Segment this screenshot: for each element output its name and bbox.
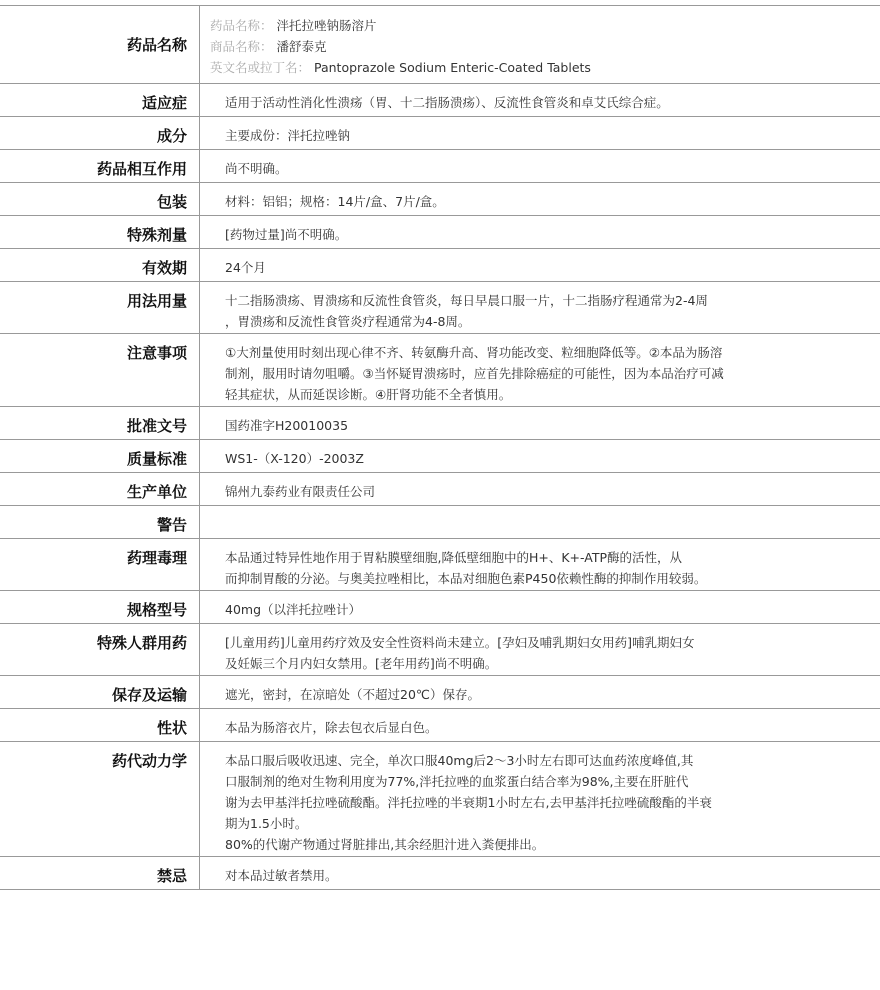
row-value-line: 国药准字H20010035 (225, 418, 349, 433)
row-value-line: 对本品过敏者禁用。 (225, 868, 338, 883)
generic-name-value: 泮托拉唑钠肠溶片 (276, 18, 377, 33)
row-value-line: 尚不明确。 (225, 161, 288, 176)
row-value-line: 而抑制胃酸的分泌。与奥美拉唑相比，本品对细胞色素P450依赖性酶的抑制作用较弱。 (225, 571, 707, 586)
row-value (200, 857, 880, 889)
info-row (0, 440, 880, 473)
row-value-line: 及妊娠三个月内妇女禁用。[老年用药]尚不明确。 (225, 656, 498, 671)
row-value (200, 473, 880, 505)
info-row (0, 742, 880, 857)
row-value (200, 249, 880, 281)
row-value-line: 遮光，密封，在凉暗处（不超过20℃）保存。 (225, 687, 480, 702)
drug-name-values (200, 6, 880, 83)
row-label: 性状 (0, 709, 200, 741)
row-value (200, 407, 880, 439)
row-label: 注意事项 (0, 334, 200, 406)
row-value (200, 440, 880, 472)
row-label: 规格型号 (0, 591, 200, 623)
row-value-line: 谢为去甲基泮托拉唑硫酸酯。泮托拉唑的半衰期1小时左右,去甲基泮托拉唑硫酸酯的半衰 (225, 795, 712, 810)
row-label: 适应症 (0, 84, 200, 116)
drug-name-row (0, 5, 880, 84)
row-label: 批准文号 (0, 407, 200, 439)
row-value-line: 口服制剂的绝对生物利用度为77%,泮托拉唑的血浆蛋白结合率为98%,主要在肝脏代 (225, 774, 689, 789)
generic-name-key: 药品名称： (210, 18, 273, 33)
row-label: 禁忌 (0, 857, 200, 889)
row-value (200, 334, 880, 406)
info-row (0, 117, 880, 150)
info-row (0, 282, 880, 334)
row-value (200, 183, 880, 215)
row-value (200, 742, 880, 856)
brand-name-line (210, 36, 870, 57)
row-value (200, 539, 880, 590)
generic-name-line (210, 15, 870, 36)
row-value-line: 材料：铝铝；规格：14片/盒、7片/盒。 (225, 194, 445, 209)
row-label: 生产单位 (0, 473, 200, 505)
brand-name-value: 潘舒泰克 (276, 39, 327, 54)
drug-name-label: 药品名称 (0, 6, 200, 83)
info-row (0, 857, 880, 890)
row-value-line: 本品为肠溶衣片，除去包衣后显白色。 (225, 720, 438, 735)
row-label: 保存及运输 (0, 676, 200, 708)
row-value-line: ，胃溃疡和反流性食管炎疗程通常为4-8周。 (225, 314, 471, 329)
row-value (200, 150, 880, 182)
info-row (0, 591, 880, 624)
info-row (0, 473, 880, 506)
row-label: 特殊人群用药 (0, 624, 200, 675)
brand-name-key: 商品名称： (210, 39, 273, 54)
row-value-line: 主要成份：泮托拉唑钠 (225, 128, 351, 143)
row-value-line: 本品口服后吸收迅速、完全，单次口服40mg后2～3小时左右即可达血药浓度峰值,其 (225, 753, 694, 768)
row-label: 警告 (0, 506, 200, 538)
row-value (200, 676, 880, 708)
row-value-line: ①大剂量使用时刻出现心律不齐、转氨酶升高、肾功能改变、粒细胞降低等。②本品为肠溶 (225, 345, 723, 360)
info-row (0, 676, 880, 709)
row-value-line: 80%的代谢产物通过肾脏排出,其余经胆汁进入粪便排出。 (225, 837, 545, 852)
row-value (200, 117, 880, 149)
row-value-line: 40mg（以泮托拉唑计） (225, 602, 362, 617)
row-value (200, 591, 880, 623)
info-row (0, 407, 880, 440)
row-label: 有效期 (0, 249, 200, 281)
info-row (0, 506, 880, 539)
info-row (0, 539, 880, 591)
row-value (200, 282, 880, 333)
info-row (0, 183, 880, 216)
row-label: 质量标准 (0, 440, 200, 472)
info-row (0, 216, 880, 249)
info-row (0, 249, 880, 282)
row-value-line: 本品通过特异性地作用于胃粘膜壁细胞,降低壁细胞中的H+、K+-ATP酶的活性，从 (225, 550, 683, 565)
english-name-key: 英文名或拉丁名： (210, 60, 311, 75)
row-value-line: 24个月 (225, 260, 266, 275)
info-row (0, 150, 880, 183)
drug-info-table (0, 5, 880, 890)
row-value-line: 适用于活动性消化性溃疡（胃、十二指肠溃疡）、反流性食管炎和卓艾氏综合症。 (225, 95, 669, 110)
row-value-line: [儿童用药]儿童用药疗效及安全性资料尚未建立。[孕妇及哺乳期妇女用药]哺乳期妇女 (225, 635, 695, 650)
row-label: 成分 (0, 117, 200, 149)
row-label: 药品相互作用 (0, 150, 200, 182)
row-value (200, 709, 880, 741)
english-name-line (210, 57, 870, 78)
info-row (0, 334, 880, 407)
row-value (200, 506, 880, 538)
row-label: 特殊剂量 (0, 216, 200, 248)
info-row (0, 624, 880, 676)
row-label: 药代动力学 (0, 742, 200, 856)
info-row (0, 709, 880, 742)
row-value-line: WS1-（X-120）-2003Z (225, 451, 364, 466)
row-label: 包装 (0, 183, 200, 215)
row-value-line: 制剂，服用时请勿咀嚼。③当怀疑胃溃疡时，应首先排除癌症的可能性，因为本品治疗可减 (225, 366, 724, 381)
row-value (200, 216, 880, 248)
row-label: 用法用量 (0, 282, 200, 333)
row-value-line: 期为1.5小时。 (225, 816, 308, 831)
row-value (200, 84, 880, 116)
row-value-line: [药物过量]尚不明确。 (225, 227, 348, 242)
row-value-line: 锦州九泰药业有限责任公司 (225, 484, 376, 499)
info-row (0, 84, 880, 117)
row-label: 药理毒理 (0, 539, 200, 590)
row-value (200, 624, 880, 675)
row-value-line: 十二指肠溃疡、胃溃疡和反流性食管炎，每日早晨口服一片，十二指肠疗程通常为2-4周 (225, 293, 708, 308)
row-value-line: 轻其症状，从而延误诊断。④肝肾功能不全者慎用。 (225, 387, 512, 402)
english-name-value: Pantoprazole Sodium Enteric-Coated Tablets (314, 60, 591, 75)
